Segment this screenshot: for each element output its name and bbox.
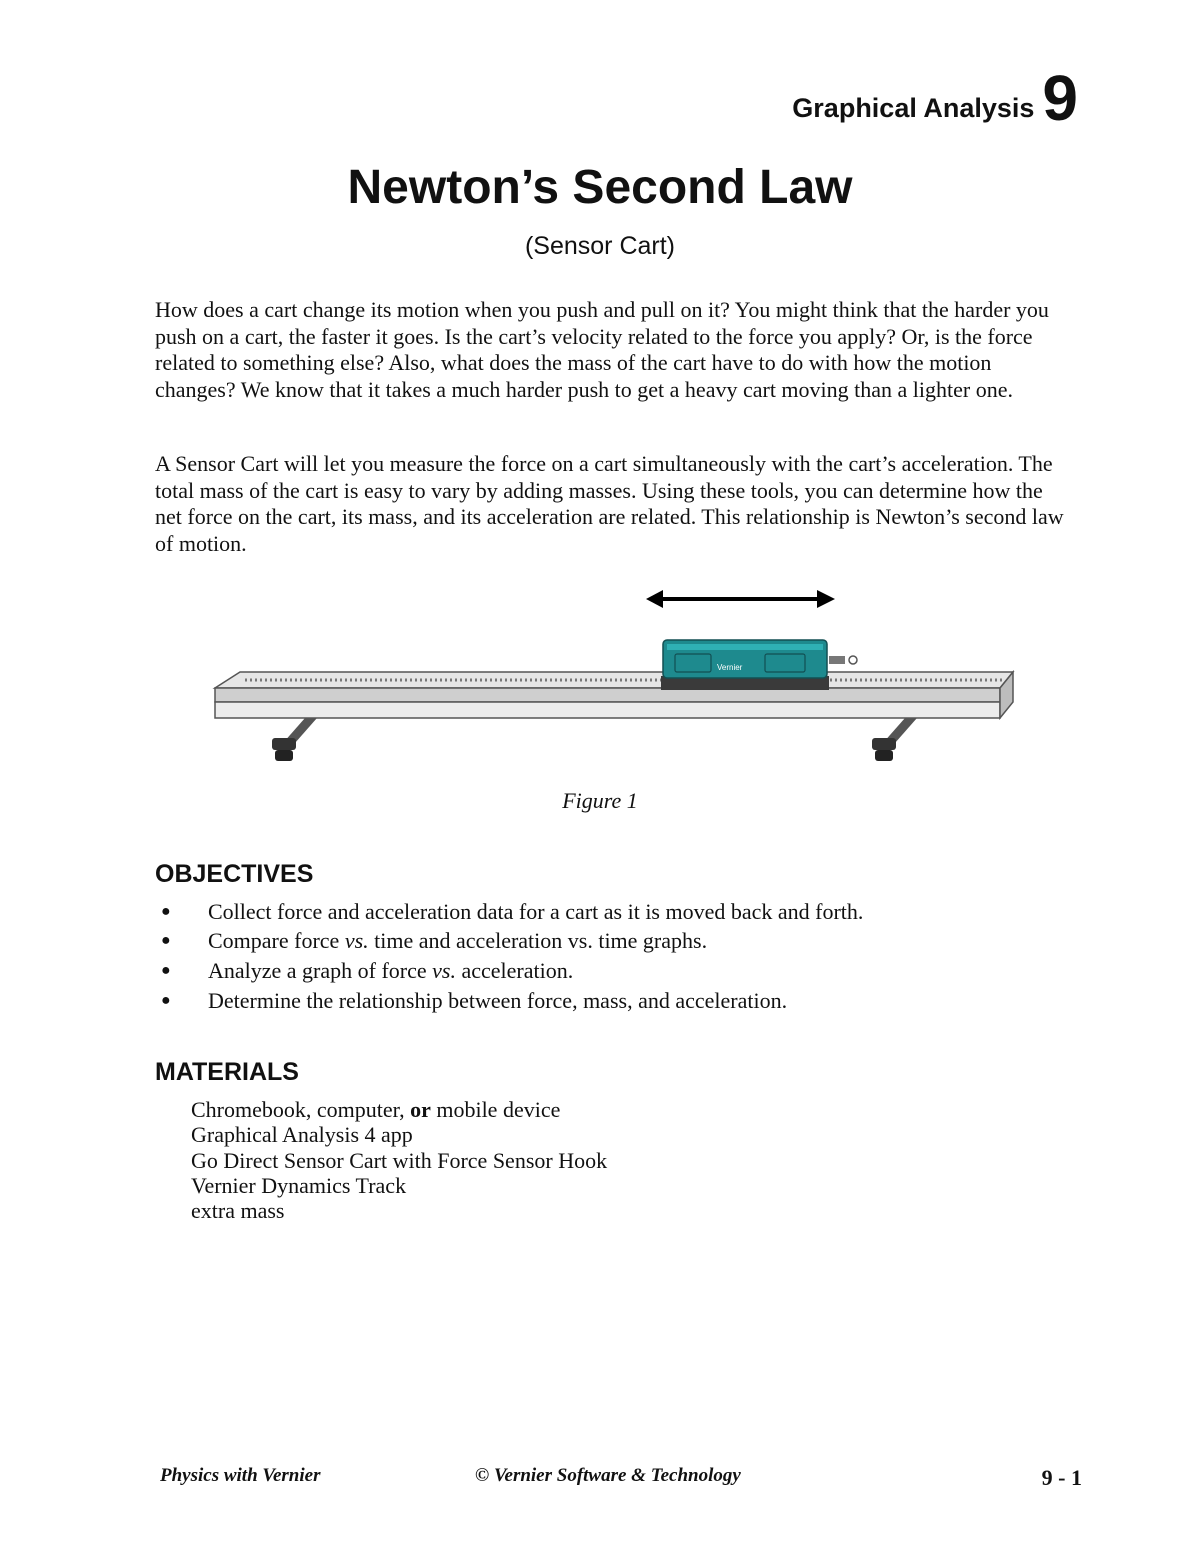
chapter-number: 9 bbox=[1042, 62, 1078, 134]
chapter-label: Graphical Analysis bbox=[792, 93, 1035, 123]
material-item: Go Direct Sensor Cart with Force Sensor Hook bbox=[191, 1147, 608, 1173]
objective-item bbox=[155, 927, 863, 957]
objective-text: Analyze a graph of force vs. acceleration. bbox=[208, 957, 574, 983]
objective-text: Compare force vs. time and acceleration vs. time graphs. bbox=[208, 928, 708, 954]
material-item: Chromebook, computer, or mobile device bbox=[191, 1097, 561, 1122]
bullet-icon: ● bbox=[161, 991, 171, 1009]
chapter-header bbox=[792, 62, 1078, 134]
figure-caption: Figure 1 bbox=[562, 788, 638, 813]
objectives-heading: OBJECTIVES bbox=[155, 860, 314, 888]
page-subtitle: (Sensor Cart) bbox=[524, 232, 676, 260]
materials-list bbox=[191, 1097, 607, 1223]
track-leg-left bbox=[272, 718, 317, 761]
sensor-cart bbox=[661, 640, 857, 690]
material-item: Vernier Dynamics Track bbox=[191, 1172, 407, 1198]
material-item: Graphical Analysis 4 app bbox=[191, 1122, 413, 1148]
track-cart-figure bbox=[205, 578, 1025, 778]
objective-text: Collect force and acceleration data for a cart as it is moved back and forth. bbox=[208, 898, 864, 924]
page-footer bbox=[0, 1465, 1200, 1495]
objective-item bbox=[155, 897, 863, 927]
motion-arrow bbox=[646, 590, 835, 608]
bullet-icon: ● bbox=[161, 961, 171, 979]
footer-copyright: © Vernier Software & Technology bbox=[475, 1465, 741, 1486]
footer-book-title: Physics with Vernier bbox=[160, 1465, 321, 1486]
dynamics-track bbox=[215, 672, 1013, 718]
intro-paragraph: A Sensor Cart will let you measure the force on a cart simultaneously with the cart’s acceleration. The total mass of the cart is easy to vary by adding masses. Using these tools, you can determine how the net force on the cart, its mass, and its acceleration are related. This relationship is Newton’s second law of motion. bbox=[155, 451, 1064, 556]
objective-text: Determine the relationship between force, mass, and acceleration. bbox=[208, 987, 788, 1013]
material-item: extra mass bbox=[191, 1198, 285, 1224]
bullet-icon: ● bbox=[161, 932, 171, 950]
cart-brand-text: Vernier bbox=[717, 663, 743, 672]
objective-item bbox=[155, 986, 863, 1016]
footer-page-number: 9 - 1 bbox=[1041, 1465, 1082, 1490]
track-leg-right bbox=[872, 718, 917, 761]
objective-item bbox=[155, 956, 863, 986]
materials-heading: MATERIALS bbox=[155, 1058, 299, 1086]
intro-paragraph: How does a cart change its motion when you push and pull on it? You might think that the harder you push on a cart, the faster it goes. Is the cart’s velocity related to the force you apply? Or, is the force related to something else? Also, what does the mass of the cart have to do with how the motion changes? We know that it takes a much harder push to get a heavy cart moving than a lighter one. bbox=[155, 297, 1049, 402]
objectives-list bbox=[155, 897, 863, 1015]
page-title: Newton’s Second Law bbox=[347, 161, 853, 214]
bullet-icon: ● bbox=[161, 902, 171, 920]
